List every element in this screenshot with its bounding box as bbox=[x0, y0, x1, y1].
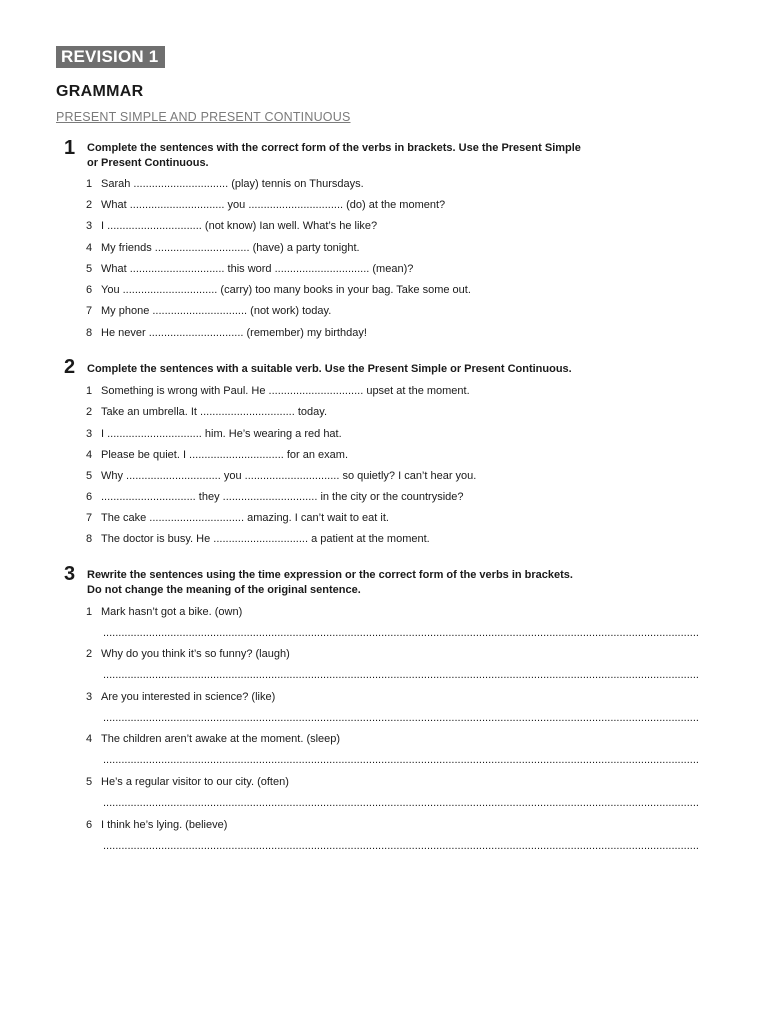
item-number: 4 bbox=[86, 449, 93, 461]
exercise-item bbox=[86, 177, 364, 191]
item-text: Why do you think it’s so funny? (laugh) bbox=[101, 648, 290, 660]
exercise-item bbox=[86, 241, 360, 255]
exercise-item bbox=[86, 262, 413, 276]
exercise-instruction bbox=[87, 362, 647, 377]
item-text: What ............................... this word ............................... (mean)? bbox=[101, 263, 414, 275]
item-text: Why ............................... you ............................... so quietly? I can’t hear you. bbox=[101, 470, 477, 482]
exercise-item bbox=[86, 818, 227, 832]
item-text: The cake ............................... amazing. I can’t wait to eat it. bbox=[101, 512, 389, 524]
item-text: He never ............................... (remember) my birthday! bbox=[101, 327, 367, 339]
answer-line[interactable]: ................................................................................................................................................................................................... bbox=[103, 754, 699, 766]
item-number: 2 bbox=[86, 199, 93, 211]
exercise-item bbox=[86, 326, 367, 340]
exercise-item bbox=[86, 469, 476, 483]
item-number: 1 bbox=[86, 385, 93, 397]
item-number: 5 bbox=[86, 470, 93, 482]
answer-line[interactable]: ................................................................................................................................................................................................... bbox=[103, 840, 699, 852]
item-number: 1 bbox=[86, 606, 93, 618]
exercise-number: 2 bbox=[64, 356, 76, 378]
exercise-item bbox=[86, 511, 389, 525]
answer-line[interactable]: ................................................................................................................................................................................................... bbox=[103, 712, 699, 724]
item-text: You ............................... (carry) too many books in your bag. Take some out. bbox=[101, 284, 471, 296]
exercise-item bbox=[86, 647, 290, 661]
answer-line[interactable]: ................................................................................................................................................................................................... bbox=[103, 627, 699, 639]
item-text: The doctor is busy. He ............................... a patient at the moment. bbox=[101, 533, 430, 545]
item-text: I ............................... (not know) Ian well. What’s he like? bbox=[101, 220, 378, 232]
item-text: Sarah ............................... (play) tennis on Thursdays. bbox=[101, 178, 364, 190]
revision-banner: REVISION 1 bbox=[56, 46, 165, 68]
exercise-item bbox=[86, 775, 289, 789]
instruction-line: Rewrite the sentences using the time expression or the correct form of the verbs in brackets. bbox=[87, 569, 573, 581]
item-number: 6 bbox=[86, 819, 93, 831]
exercise-item bbox=[86, 405, 327, 419]
exercise-item bbox=[86, 384, 470, 398]
item-number: 2 bbox=[86, 406, 93, 418]
answer-line[interactable]: ................................................................................................................................................................................................... bbox=[103, 797, 699, 809]
exercise-item bbox=[86, 605, 242, 619]
item-number: 7 bbox=[86, 512, 93, 524]
topic-heading: PRESENT SIMPLE AND PRESENT CONTINUOUS bbox=[56, 110, 351, 124]
exercise-item bbox=[86, 448, 348, 462]
exercise-item bbox=[86, 732, 340, 746]
item-number: 3 bbox=[86, 220, 93, 232]
exercise-item bbox=[86, 532, 430, 546]
exercise-number: 1 bbox=[64, 137, 76, 159]
item-number: 2 bbox=[86, 648, 93, 660]
item-number: 8 bbox=[86, 327, 93, 339]
section-heading: GRAMMAR bbox=[56, 83, 144, 100]
item-text: ............................... they ............................... in the city or the countryside? bbox=[101, 491, 464, 503]
item-text: He’s a regular visitor to our city. (often) bbox=[101, 776, 289, 788]
exercise-item bbox=[86, 219, 377, 233]
exercise-instruction bbox=[87, 141, 647, 171]
exercise-item bbox=[86, 490, 464, 504]
answer-line[interactable]: ................................................................................................................................................................................................... bbox=[103, 669, 699, 681]
item-number: 7 bbox=[86, 305, 93, 317]
item-number: 5 bbox=[86, 263, 93, 275]
exercise-item bbox=[86, 304, 331, 318]
item-number: 8 bbox=[86, 533, 93, 545]
item-text: Mark hasn’t got a bike. (own) bbox=[101, 606, 243, 618]
item-text: My friends ............................... (have) a party tonight. bbox=[101, 242, 360, 254]
item-number: 3 bbox=[86, 428, 93, 440]
item-number: 1 bbox=[86, 178, 93, 190]
exercise-number: 3 bbox=[64, 563, 76, 585]
instruction-line: Complete the sentences with a suitable verb. Use the Present Simple or Present Continuous. bbox=[87, 363, 572, 375]
item-number: 5 bbox=[86, 776, 93, 788]
exercise-instruction bbox=[87, 568, 647, 598]
item-text: Take an umbrella. It ............................... today. bbox=[101, 406, 327, 418]
item-text: What ............................... you ............................... (do) at the moment? bbox=[101, 199, 446, 211]
item-text: My phone ............................... (not work) today. bbox=[101, 305, 332, 317]
instruction-line: Complete the sentences with the correct form of the verbs in brackets. Use the Present Simple bbox=[87, 142, 581, 154]
exercise-item bbox=[86, 283, 471, 297]
item-number: 3 bbox=[86, 691, 93, 703]
item-text: Are you interested in science? (like) bbox=[101, 691, 276, 703]
exercise-item bbox=[86, 690, 275, 704]
item-number: 6 bbox=[86, 284, 93, 296]
item-text: I ............................... him. He’s wearing a red hat. bbox=[101, 428, 342, 440]
exercise-item bbox=[86, 427, 342, 441]
item-text: I think he’s lying. (believe) bbox=[101, 819, 228, 831]
item-number: 4 bbox=[86, 733, 93, 745]
item-number: 4 bbox=[86, 242, 93, 254]
instruction-line: Do not change the meaning of the original sentence. bbox=[87, 584, 361, 596]
instruction-line: or Present Continuous. bbox=[87, 157, 209, 169]
item-text: Something is wrong with Paul. He ............................... upset at the moment. bbox=[101, 385, 470, 397]
item-text: Please be quiet. I ............................... for an exam. bbox=[101, 449, 348, 461]
item-text: The children aren’t awake at the moment. (sleep) bbox=[101, 733, 341, 745]
item-number: 6 bbox=[86, 491, 93, 503]
exercise-item bbox=[86, 198, 445, 212]
